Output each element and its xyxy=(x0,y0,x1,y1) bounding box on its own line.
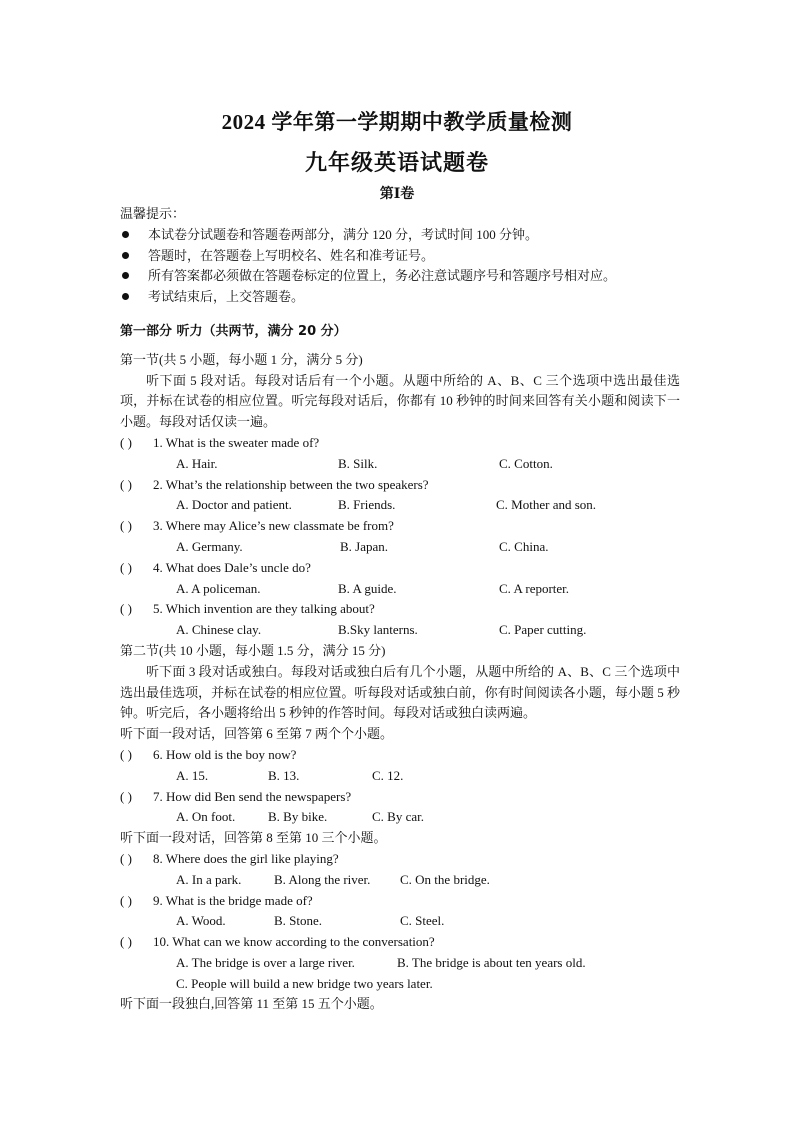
question-options xyxy=(120,870,680,891)
question xyxy=(120,475,680,496)
option-b: B. The bridge is about ten years old. xyxy=(397,954,586,970)
question-stem: 10. What can we know according to the conversation? xyxy=(153,934,435,950)
question xyxy=(120,558,680,579)
notice-item xyxy=(120,246,680,267)
option-c: C. Paper cutting. xyxy=(499,622,587,638)
question-stem: 5. Which invention are they talking about? xyxy=(153,601,375,617)
group3-heading: 听下面一段独白,回答第 11 至第 15 五个小题。 xyxy=(120,996,383,1012)
question xyxy=(120,745,680,766)
option-c: C. A reporter. xyxy=(499,580,570,596)
answer-blank[interactable]: ( ) xyxy=(120,559,132,575)
question-options xyxy=(120,766,680,787)
volume-label: 第Ⅰ卷 xyxy=(379,187,415,202)
option-b: B. Japan. xyxy=(340,538,389,554)
group2-heading: 听下面一段对话，回答第 8 至第 10 三个小题。 xyxy=(120,830,387,846)
question-stem: 3. Where may Alice’s new classmate be from? xyxy=(153,518,394,534)
question-options xyxy=(120,620,680,641)
option-c: C. Mother and son. xyxy=(496,497,597,513)
option-c: C. People will build a new bridge two years later. xyxy=(176,975,433,991)
option-c: C. China. xyxy=(499,538,549,554)
option-b: B. By bike. xyxy=(268,809,328,825)
notice-item xyxy=(120,287,680,308)
question xyxy=(120,891,680,912)
option-a: A. Germany. xyxy=(176,538,243,554)
option-b: B. A guide. xyxy=(338,580,397,596)
notice-text: 答题时，在答题卷上写明校名、姓名和准考证号。 xyxy=(148,247,435,263)
group1-heading: 听下面一段对话，回答第 6 至第 7 两个个小题。 xyxy=(120,726,394,742)
notice-text: 所有答案都必须做在答题卷标定的位置上，务必注意试题序号和答题序号相对应。 xyxy=(148,268,617,284)
question-stem: 8. Where does the girl like playing? xyxy=(153,850,339,866)
notice-text: 考试结束后，上交答题卷。 xyxy=(148,289,305,305)
question-options xyxy=(120,537,680,558)
question xyxy=(120,787,680,808)
question-stem: 9. What is the bridge made of? xyxy=(153,892,313,908)
option-a: A. Doctor and patient. xyxy=(176,497,292,513)
bullet-icon xyxy=(122,252,129,259)
question-stem: 2. What’s the relationship between the two speakers? xyxy=(153,476,429,492)
option-a: A. Chinese clay. xyxy=(176,622,262,638)
answer-blank[interactable]: ( ) xyxy=(120,476,132,492)
option-b: B. Stone. xyxy=(274,913,323,929)
option-b: B.Sky lanterns. xyxy=(338,622,418,638)
notice-text: 本试卷分试题卷和答题卷两部分，满分 120 分，考试时间 100 分钟。 xyxy=(148,226,539,242)
notice-item xyxy=(120,225,680,246)
exam-title: 2024 学年第一学期期中教学质量检测 xyxy=(221,110,573,134)
option-a: A. On foot. xyxy=(176,809,236,825)
question-options xyxy=(120,911,680,932)
option-c: C. Cotton. xyxy=(499,455,553,471)
option-c: C. On the bridge. xyxy=(400,871,490,887)
bullet-icon xyxy=(122,293,129,300)
option-b: B. Along the river. xyxy=(274,871,371,887)
answer-blank[interactable]: ( ) xyxy=(120,601,132,617)
option-a: A. Hair. xyxy=(176,455,218,471)
section2-instructions: 听下面 3 段对话或独白。每段对话或独白后有几个小题，从题中所给的 A、B、C 三个选项中选出最佳选项，并标在试卷的相应位置。听每段对话或独白前，你有时间阅读各小题，每小题 5 秒钟。听完后，各小题将给出 5 秒钟的作答时间。每段对话或独白读两遍。 xyxy=(120,663,680,721)
option-c: C. By car. xyxy=(372,809,424,825)
part1-title: 第一部分 听力（共两节，满分 20 分） xyxy=(120,323,347,339)
option-b: B. Silk. xyxy=(338,455,378,471)
option-a: A. A policeman. xyxy=(176,580,261,596)
question-options xyxy=(120,974,680,995)
section2-heading: 第二节(共 10 小题，每小题 1.5 分，满分 15 分) xyxy=(120,642,386,658)
option-b: B. Friends. xyxy=(338,497,396,513)
option-a: A. The bridge is over a large river. xyxy=(176,954,355,970)
question-options xyxy=(120,953,680,974)
question-options xyxy=(120,579,680,600)
section1-heading: 第一节(共 5 小题，每小题 1 分，满分 5 分) xyxy=(120,351,363,367)
option-a: A. Wood. xyxy=(176,913,226,929)
bullet-icon xyxy=(122,231,129,238)
option-a: A. In a park. xyxy=(176,871,242,887)
answer-blank[interactable]: ( ) xyxy=(120,850,132,866)
section1-instructions: 听下面 5 段对话。每段对话后有一个小题。从题中所给的 A、B、C 三个选项中选出最佳选项，并标在试卷的相应位置。听完每段对话后，你都有 10 秒钟的时间来回答有关小题和阅读下一小题。每段对话仅读一遍。 xyxy=(120,372,680,430)
question-stem: 1. What is the sweater made of? xyxy=(153,434,320,450)
question xyxy=(120,516,680,537)
question-stem: 7. How did Ben send the newspapers? xyxy=(153,788,352,804)
option-b: B. 13. xyxy=(268,767,300,783)
question-stem: 6. How old is the boy now? xyxy=(153,746,297,762)
answer-blank[interactable]: ( ) xyxy=(120,892,132,908)
option-c: C. 12. xyxy=(372,767,404,783)
question xyxy=(120,932,680,953)
exam-subtitle: 九年级英语试题卷 xyxy=(304,150,489,175)
question xyxy=(120,599,680,620)
question-options xyxy=(120,495,680,516)
question-options xyxy=(120,807,680,828)
notice-label: 温馨提示： xyxy=(120,206,186,221)
question-options xyxy=(120,454,680,475)
question xyxy=(120,433,680,454)
exam-content xyxy=(120,204,680,1015)
answer-blank[interactable]: ( ) xyxy=(120,746,132,762)
option-c: C. Steel. xyxy=(400,913,445,929)
answer-blank[interactable]: ( ) xyxy=(120,518,132,534)
bullet-icon xyxy=(122,272,129,279)
answer-blank[interactable]: ( ) xyxy=(120,788,132,804)
question xyxy=(120,849,680,870)
option-a: A. 15. xyxy=(176,767,209,783)
answer-blank[interactable]: ( ) xyxy=(120,434,132,450)
question-stem: 4. What does Dale’s uncle do? xyxy=(153,559,311,575)
answer-blank[interactable]: ( ) xyxy=(120,934,132,950)
notice-item xyxy=(120,266,680,287)
